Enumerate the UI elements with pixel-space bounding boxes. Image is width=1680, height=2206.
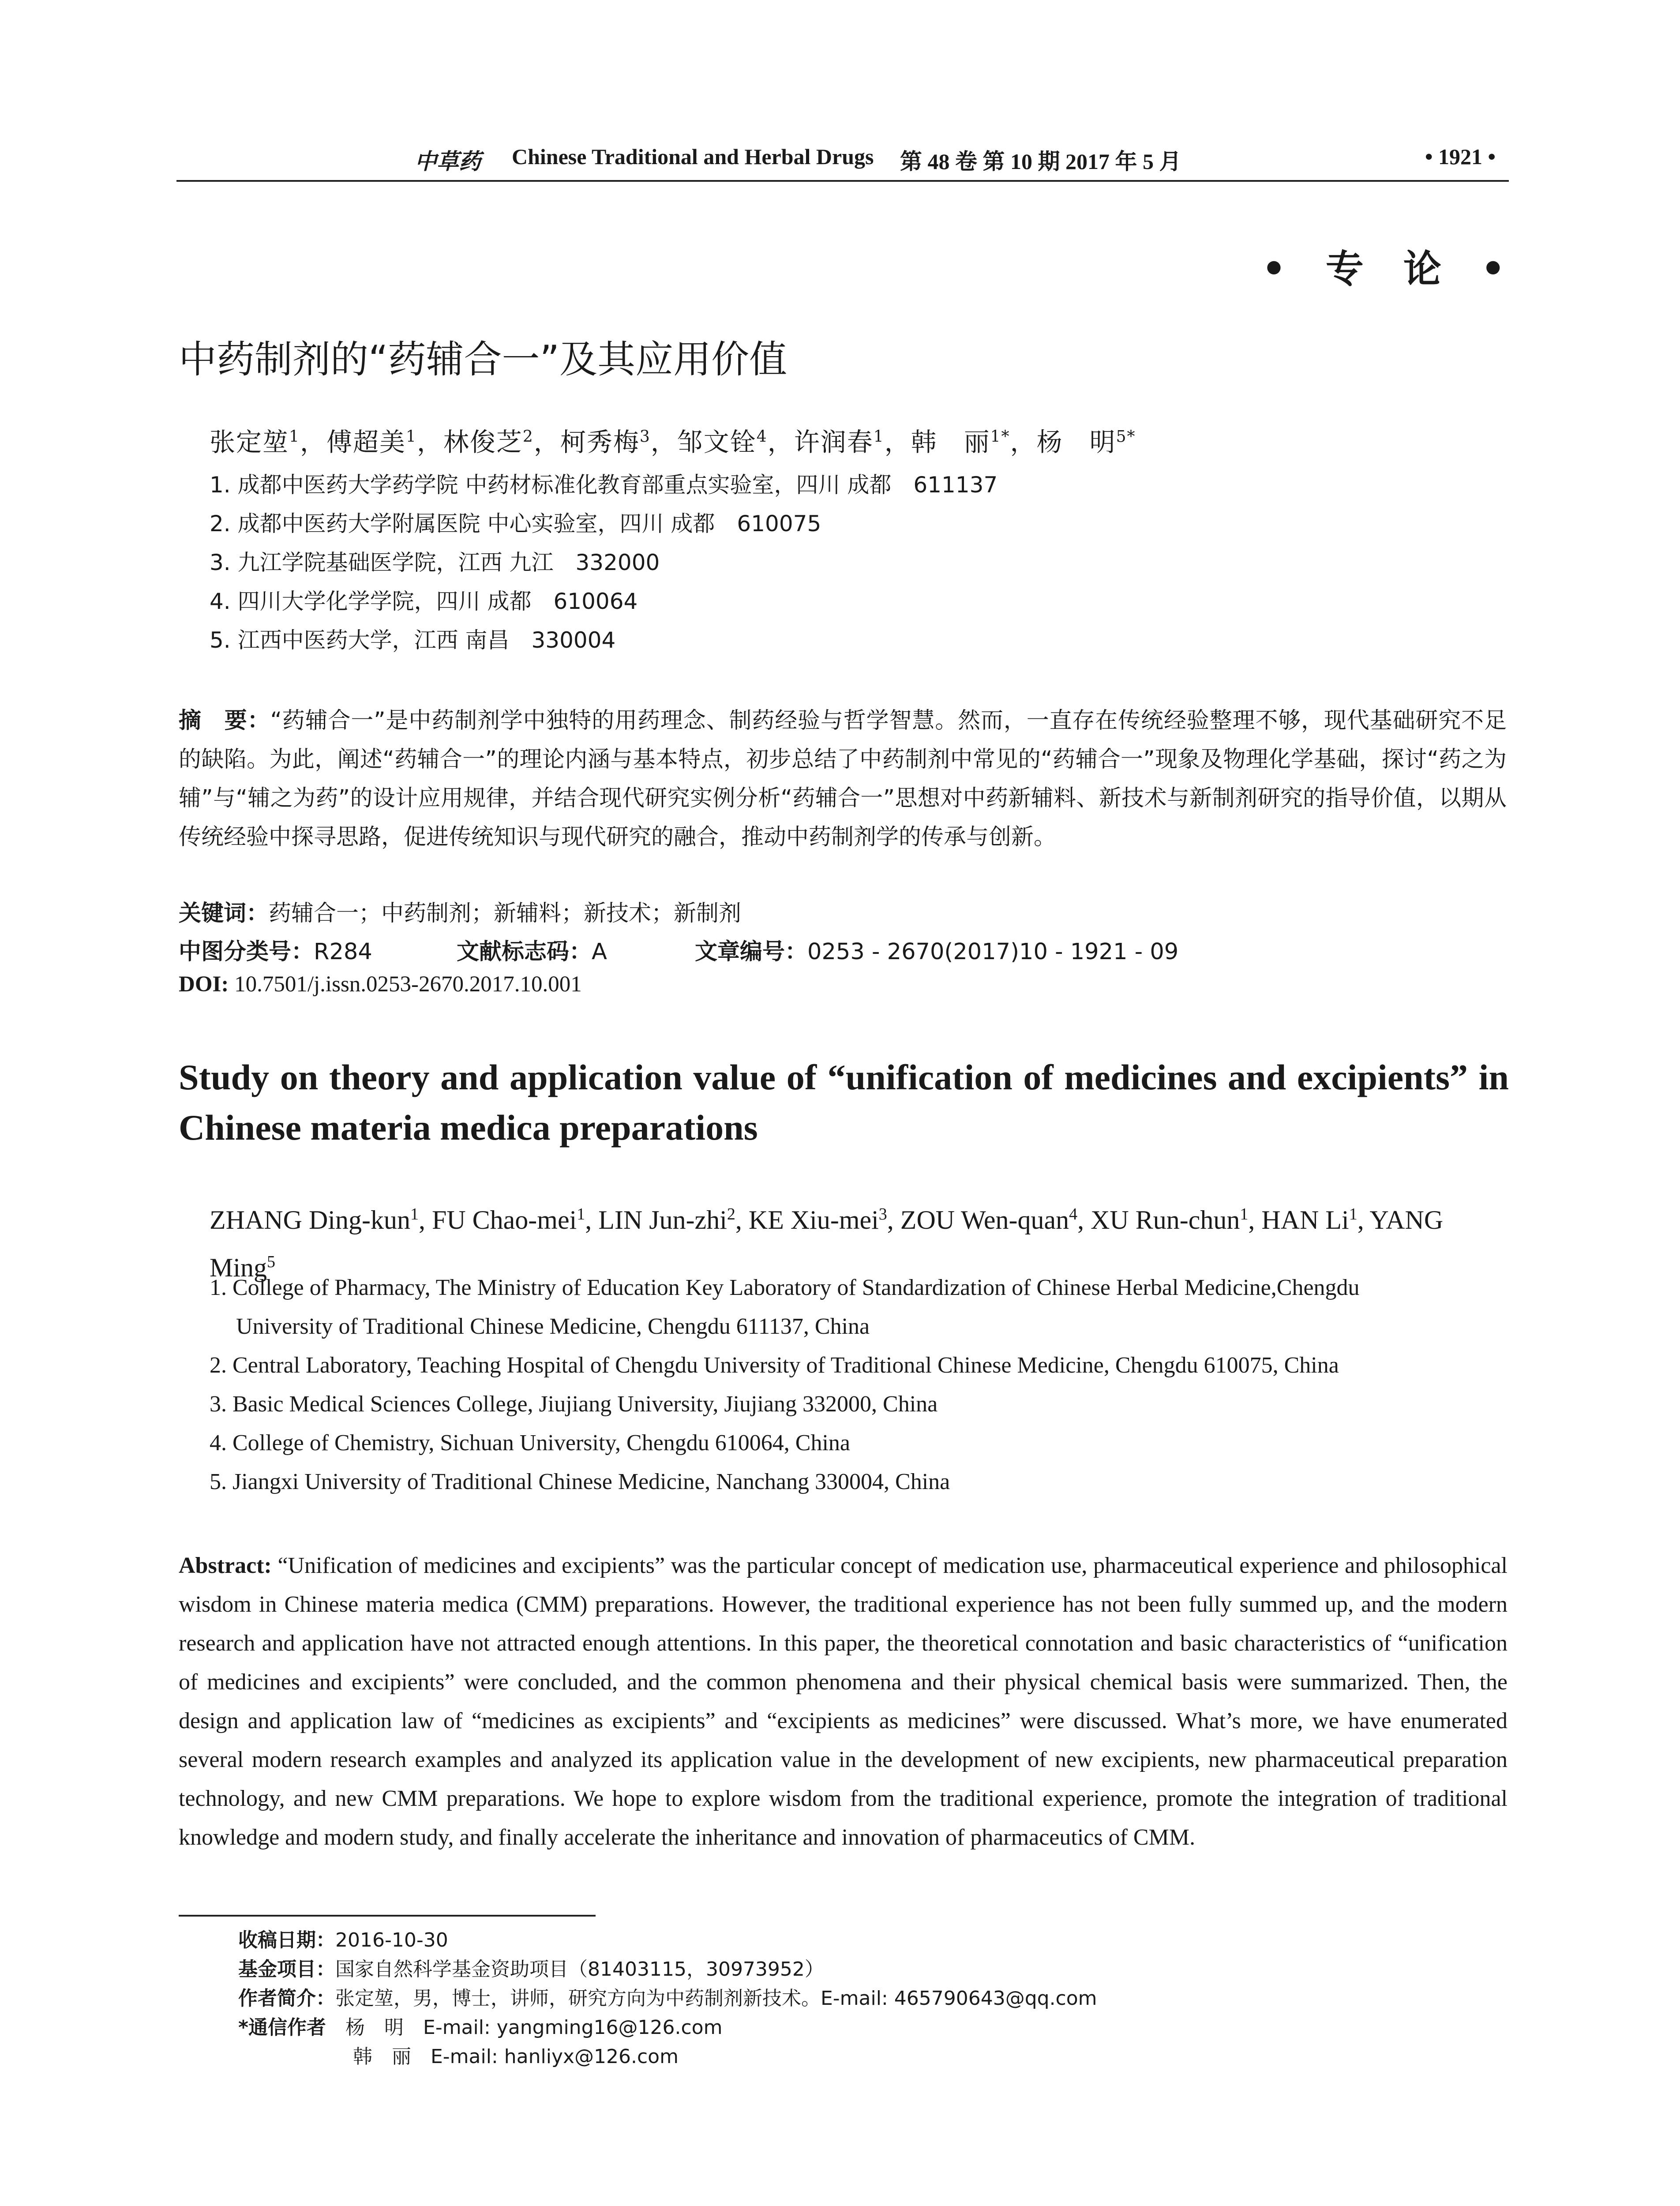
author-affiliation-marker: 1* [990,428,1010,446]
volume-issue: 第 48 卷 第 10 期 2017 年 5 月 [900,149,1181,174]
author-affiliation-marker: 2 [522,428,534,446]
author-name: XU Run-chun [1091,1205,1240,1234]
affiliation-item [210,1268,1515,1346]
author-affiliation-marker: 4 [756,428,768,446]
author-affiliation-marker: 1 [577,1205,585,1223]
affiliation-item: 4. College of Chemistry, Sichuan University, Chengdu 610064, China [210,1430,850,1456]
author-name: KE Xiu-mei [748,1205,879,1234]
footnote-fund [238,1955,1097,1984]
english-abstract [179,1546,1508,1857]
classification-row [179,933,1179,966]
abstract-label: Abstract: [179,1553,272,1578]
chinese-abstract [179,702,1507,857]
affiliation-item: 5. 江西中医药大学，江西 南昌 330004 [210,627,616,653]
author-affiliation-marker: 1 [873,428,885,446]
footnote-corresponding-2: 韩 丽 E-mail: hanliyx@126.com [353,2045,679,2068]
clc-label: 中图分类号： [179,939,314,965]
affiliation-item: 2. 成都中医药大学附属医院 中心实验室，四川 成都 610075 [210,511,821,536]
footnote-label: 基金项目： [238,1958,335,1981]
affiliation-line: University of Traditional Chinese Medicine, Chengdu 611137, China [236,1314,870,1339]
abstract-label: 摘 要： [179,708,270,734]
doi-row [179,972,582,997]
chinese-title: 中药制剂的“药辅合一”及其应用价值 [179,338,788,382]
journal-logo: 中草药 [415,148,481,174]
author-affiliation-marker: 1 [1349,1205,1358,1223]
footnote-bio [238,1984,1097,2013]
abstract-text: “药辅合一”是中药制剂学中独特的用药理念、制药经验与哲学智慧。然而，一直存在传统经验整理不够，现代基础研究不足的缺陷。为此，阐述“药辅合一”的理论内涵与基本特点，初步总结了中药制剂中常见的“药辅合一”现象及物理化学基础，探讨“药之为辅”与“辅之为药”的设计应用规律，并结合现代研究实例分析“药辅合一”思想对中药新辅料、新技术与新制剂研究的指导价值，以期从传统经验中探寻思路，促进传统知识与现代研究的融合，推动中药制剂学的传承与创新。 [179,708,1507,850]
article-no-value: 0253 - 2670(2017)10 - 1921 - 09 [807,939,1179,965]
author-affiliation-marker: 2 [727,1205,735,1223]
author-affiliation-marker: 5* [1116,428,1136,446]
affiliation-line: 1. College of Pharmacy, The Ministry of Education Key Laboratory of Standardization of Chinese Herbal Medicine,Chengdu [210,1275,1360,1300]
running-header [176,140,1509,182]
affiliation-item: 4. 四川大学化学学院，四川 成都 610064 [210,589,638,614]
author-name: 韩 丽 [911,427,990,457]
author-name: 张定堃 [210,427,289,457]
author-affiliation-marker: 1 [410,1205,419,1223]
author-name: 杨 明 [1036,427,1116,457]
author-name: 柯秀梅 [560,427,640,457]
doc-code-label: 文献标志码： [457,939,592,965]
affiliation-item: 3. Basic Medical Sciences College, Jiujiang University, Jiujiang 332000, China [210,1392,938,1417]
author-affiliation-marker: 4 [1069,1205,1078,1223]
author-name: 许润春 [794,427,874,457]
footnote-label: 收稿日期： [238,1929,335,1951]
author-affiliation-marker: 1 [405,428,417,446]
page-number: • 1921 • [1425,144,1496,169]
chinese-affiliations [210,465,1533,660]
author-name: LIN Jun-zhi [598,1205,727,1234]
author-name: FU Chao-mei [431,1205,577,1234]
author-name: ZHANG Ding-kun [210,1205,410,1234]
affiliation-item: 5. Jiangxi University of Traditional Chinese Medicine, Nanchang 330004, China [210,1469,950,1494]
footnote-corresponding [238,2013,1097,2042]
section-label: • 专 论 • [1262,247,1519,291]
english-title: Study on theory and application value of “unification of medicines and excipients” in Chinese materia medica preparations [179,1057,1509,1148]
author-affiliation-marker: 3 [639,428,651,446]
article-no-label: 文章编号： [695,939,808,965]
footnote-value: 国家自然科学基金资助项目（81403115，30973952） [335,1958,824,1981]
affiliation-item: 3. 九江学院基础医学院，江西 九江 332000 [210,550,660,575]
author-name: 林俊芝 [443,427,523,457]
author-affiliation-marker: 5 [267,1253,276,1271]
footnote-value: 杨 明 E-mail: yangming16@126.com [326,2016,723,2039]
footnote-divider [179,1915,596,1917]
footnote-value: 张定堃，男，博士，讲师，研究方向为中药制剂新技术。E-mail: 465790643@qq.com [335,1987,1097,2010]
affiliation-item: 1. 成都中医药大学药学院 中药材标准化教育部重点实验室，四川 成都 611137 [210,472,998,498]
english-affiliations [210,1268,1515,1501]
affiliation-item: 2. Central Laboratory, Teaching Hospital of Chengdu University of Traditional Chinese Medicine, Chengdu 610075, China [210,1353,1339,1378]
author-name: 傅超美 [326,427,406,457]
author-affiliation-marker: 3 [878,1205,887,1223]
footnote-value: 2016-10-30 [335,1929,448,1951]
english-authors: ZHANG Ding-kun$^1$, FU Chao-mei$^1$, LIN Jun-zhi$^2$, KE Xiu-mei$^3$, ZOU Wen-quan$^4$, XU Run-chun$^1$, HAN Li$^1$, YANG Ming$^5$ [210,1205,1444,1282]
doc-code-value: A [592,939,607,965]
footnote-received [238,1926,1097,1955]
footnotes [238,1926,1097,2071]
keywords-text: 药辅合一；中药制剂；新辅料；新技术；新制剂 [269,900,742,927]
author-name: HAN Li [1261,1205,1349,1234]
journal-name: Chinese Traditional and Herbal Drugs [512,144,874,169]
abstract-text: “Unification of medicines and excipients” was the particular concept of medication use, pharmaceutical experience and philosophical wisdom in Chinese materia medica (CMM) preparations. However, the traditional experience has not been fully summed up, and the modern research and application have not attracted enough attentions. In this paper, the theoretical connotation and basic characteristics of “unification of medicines and excipients” were concluded, and the common phenomena and their physical chemical basis were summarized. Then, the design and application law of “medicines as excipients” and “excipients as medicines” were discussed. What’s more, we have enumerated several modern research examples and analyzed its application value in the development of new excipients, new pharmaceutical preparation technology, and new CMM preparations. We hope to explore wisdom from the traditional experience, promote the integration of traditional knowledge and modern study, and finally accelerate the inheritance and innovation of pharmaceutics of CMM. [179,1553,1508,1850]
author-affiliation-marker: 1 [289,428,300,446]
author-name: ZOU Wen-quan [900,1205,1069,1234]
footnote-label: *通信作者 [238,2016,326,2039]
author-name: 邹文铨 [677,427,757,457]
clc-value: R284 [314,939,372,965]
doi-value: 10.7501/j.issn.0253-2670.2017.10.001 [229,972,582,997]
keywords-label: 关键词： [179,900,269,927]
chinese-authors: 张定堃$^1$，傅超美$^1$，林俊芝$^2$，柯秀梅$^3$，邹文铨$^4$，许润春$^1$，韩 丽$^{1*}$，杨 明$^{5*}$ [210,427,1136,457]
doi-label: DOI: [179,972,229,997]
author-name: YANG Ming [210,1205,1444,1282]
keywords [179,895,741,927]
footnote-label: 作者简介： [238,1987,335,2010]
author-affiliation-marker: 1 [1240,1205,1249,1223]
